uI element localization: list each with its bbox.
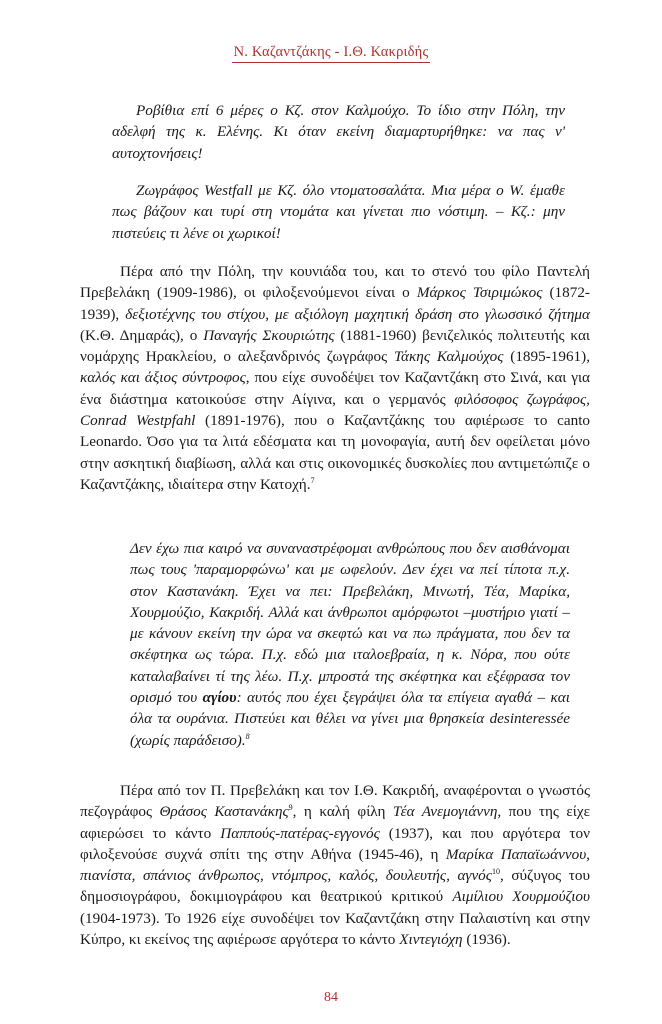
text-run: (Κ.Θ. Δημαράς), ο	[80, 326, 204, 344]
name-emphasis: Τάκης Καλμούχος	[393, 348, 504, 366]
footnote-marker: 7	[310, 475, 315, 485]
bold-emphasis: αγίου	[202, 689, 237, 707]
quoted-phrase: Μαρίκα Παπαϊωάννου, πιανίστα, σπάνιος άνθρωπος, ντόμπρος, καλός, δουλευτής, αγνός	[80, 845, 590, 885]
text-run: , σύζυγος του δημοσιογράφου, δοκιμιογράφου και θεατρικού κριτικού	[80, 867, 590, 906]
text-run: Πέρα από τον Π. Πρεβελάκη και τον Ι.Θ. Κακριδή, αναφέρονται ο γνωστός πεζογράφος	[80, 782, 590, 821]
name-emphasis: Τέα Ανεμογιάννη	[392, 803, 498, 821]
quote-text	[130, 538, 570, 751]
text-run: (1937), και που αργότερα τον φιλοξενούσε συχνά σπίτι της στην Αθήνα (1945-46), η	[80, 824, 590, 863]
footnote-marker: 9	[288, 803, 293, 813]
text-run: (1891-1976), που ο Καζαντζάκης του αφιέρωσε το canto Leonardo. Όσο για τα λιτά εδέσματα και τη μονοφαγία, αυτή δεν οφείλεται μόνο στην ασκητική διαβίωση, αλλά και στις οικονομικές δυσκολίες που αντιμετώπιζε ο Καζαντζάκης, ιδιαίτερα στην Κατοχή.	[80, 412, 591, 493]
running-title: Ν. Καζαντζάκης - Ι.Θ. Κακριδής	[232, 44, 431, 63]
page-number: 84	[324, 990, 338, 1005]
footnote-marker: 10	[491, 867, 500, 877]
text-run: , η καλή φίλη	[292, 803, 393, 821]
quote-block-1	[112, 100, 565, 164]
body-paragraph-2	[80, 780, 590, 950]
work-title: Παππούς-πατέρας-εγγονός	[220, 824, 380, 842]
running-head	[0, 44, 662, 61]
text-run: (1904-1973). Το 1926 είχε συνοδέψει τον Καζαντζάκη στην Παλαιστίνη και στην Κύπρο, κι εκείνος της αφιέρωσε αργότερα το κάντο	[80, 909, 590, 949]
text-run: : αυτός που έχει ξεγράψει όλα τα επίγεια αγαθά – και όλα τα ουράνια. Πιστεύει και θέλει να γίνει μια θρησκεία desinteressée (χωρίς παράδεισο).	[130, 689, 570, 749]
text-run: , που της είχε αφιερώσει το κάντο	[80, 803, 590, 842]
footnote-marker: 8	[245, 731, 250, 741]
name-emphasis: Μάρκος Τσιριμώκος	[416, 284, 543, 302]
name-emphasis: Θράσος Καστανάκης	[159, 803, 289, 821]
work-title: Χιντεγιόχη	[399, 931, 463, 949]
quoted-phrase: φιλόσοφος ζωγράφος, Conrad Westpfahl	[80, 390, 590, 430]
paragraph-text	[80, 780, 590, 950]
text-run: , που είχε συνοδέψει τον Καζαντζάκη στο Σινά, και για ένα διάστημα κατοικούσε στην Αίγινα, και ο γερμανός	[80, 369, 590, 408]
quote-block-3	[130, 538, 570, 751]
text-run: Δεν έχω πια καιρό να συναναστρέφομαι ανθρώπους που δεν αισθάνομαι πως τους 'παραμορφώνω' και με ωφελούν. Δεν έχει να πεί τίποτα π.χ. στον Καστανάκη. Έχει να πει: Πρεβελάκη, Μινωτή, Τέα, Μαρίκα, Χουρμούζιο, Κακριδή. Αλλά και άνθρωποι αμόρφωτοι –μυστήριο γιατί – με κάνουν εκείνη την ώρα να σκεφτώ και να πω πράγματα, που δεν τα σκέφτηκα ως τώρα. Π.χ. εδώ μια ιταλοεβραία, η κ. Νόρα, που ούτε καταλαβαίνει τί της λέω. Π.χ. μπροστά της σκέφτηκα και εξέφρασα τον ορισμό του	[130, 540, 570, 707]
name-emphasis: Παναγής Σκουριώτης	[203, 326, 335, 344]
text-run: (1872-1939),	[80, 284, 590, 323]
quote-block-2	[112, 180, 565, 244]
text-run: (1881-1960) βενιζελικός πολιτευτής και νομάρχης Ηρακλείου, ο αλεξανδρινός ζωγράφος	[80, 326, 590, 366]
text-run: (1936).	[462, 931, 511, 949]
quoted-phrase: δεξιοτέχνης του στίχου, με αξιόλογη μαχητική δράση στο γλωσσικό ζήτημα	[125, 305, 591, 323]
body-paragraph-1	[80, 261, 590, 495]
name-emphasis: Αιμίλιου Χουρμούζιου	[452, 888, 590, 906]
paragraph-text	[80, 261, 590, 495]
quoted-phrase: καλός και άξιος σύντροφος	[80, 369, 246, 387]
quote-text: Ζωγράφος Westfall με Κζ. όλο ντοματοσαλάτα. Μια μέρα ο W. έμαθε πως βάζουν και τυρί στη ντομάτα και γίνεται πιο νόστιμη. – Κζ.: μην πιστεύεις τι λένε οι χωρικοί!	[112, 182, 565, 242]
quote-text: Ροβίθια επί 6 μέρες ο Κζ. στον Καλμούχο. Το ίδιο στην Πόλη, την αδελφή της κ. Ελένης. Κι όταν εκείνη διαμαρτυρήθηκε: να πας ν' αυτοχτονήσεις!	[112, 102, 565, 162]
text-run: Πέρα από την Πόλη, την κουνιάδα του, και το στενό του φίλο Παντελή Πρεβελάκη (1909-1986), οι φιλοξενούμενοι είναι ο	[80, 263, 590, 302]
text-run: (1895-1961),	[503, 348, 590, 366]
